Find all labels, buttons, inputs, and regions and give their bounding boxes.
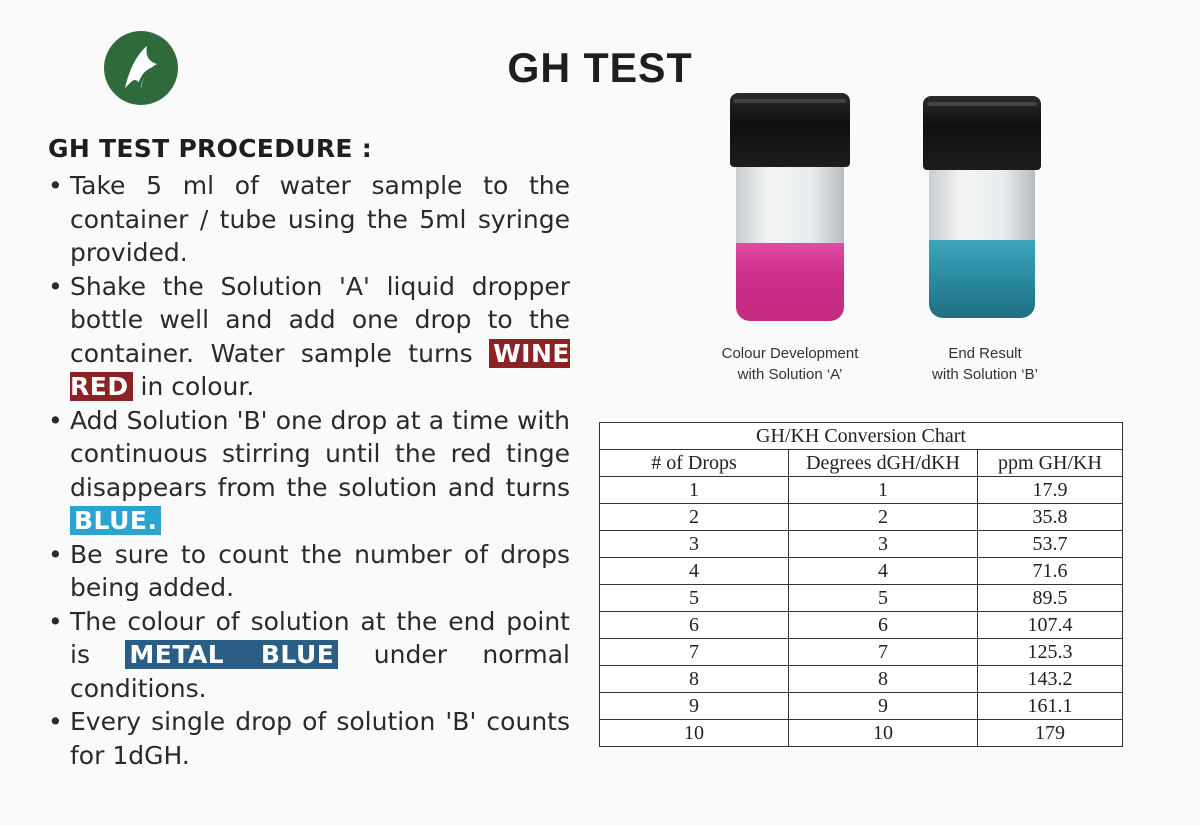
cell: 161.1 <box>978 693 1123 720</box>
cell: 17.9 <box>978 477 1123 504</box>
cell: 89.5 <box>978 585 1123 612</box>
table-row <box>600 585 1123 612</box>
wine-red-highlight: WINE RED <box>70 338 570 401</box>
procedure-steps <box>46 169 570 772</box>
left-vial-caption: Colour Development with Solution ‘A’ <box>721 345 859 383</box>
cell: 35.8 <box>978 504 1123 531</box>
column-header: Degrees dGH/dKH <box>789 450 978 477</box>
cell: 179 <box>978 720 1123 747</box>
step-text: Take 5 ml of water sample to the container / tube using the 5ml syringe provided. <box>70 171 570 267</box>
page-title: GH TEST <box>507 44 693 91</box>
step-item <box>46 404 570 538</box>
table-row <box>600 720 1123 747</box>
table-row <box>600 666 1123 693</box>
table-row <box>600 558 1123 585</box>
cell: 5 <box>789 585 978 612</box>
cell: 125.3 <box>978 639 1123 666</box>
cell: 7 <box>600 639 789 666</box>
step-text: Be sure to count the number of drops being added. <box>70 539 570 602</box>
blue-highlight: BLUE. <box>70 506 161 535</box>
table-row <box>600 531 1123 558</box>
table-row <box>600 693 1123 720</box>
cell: 7 <box>789 639 978 666</box>
step-text: Add Solution 'B' one drop at a time with continuous stirring until the red tinge disappears from the solution and turns <box>70 405 570 502</box>
table-caption: GH/KH Conversion Chart <box>600 423 1123 450</box>
step-text: Every single drop of solution 'B' counts for 1dGH. <box>70 707 570 770</box>
cell: 53.7 <box>978 531 1123 558</box>
cell: 9 <box>789 693 978 720</box>
table-row <box>600 612 1123 639</box>
cell: 1 <box>600 477 789 504</box>
right-vial-caption: End Result with Solution ‘B’ <box>932 345 1038 383</box>
cell: 8 <box>789 666 978 693</box>
step-text: Shake the Solution 'A' liquid dropper bottle well and add one drop to the container. Water sample turns <box>70 271 570 368</box>
step-item <box>46 270 570 404</box>
table-row <box>600 504 1123 531</box>
column-header: ppm GH/KH <box>978 450 1123 477</box>
table-row <box>600 639 1123 666</box>
procedure-heading: GH TEST PROCEDURE : <box>48 134 373 163</box>
cell: 3 <box>600 531 789 558</box>
cell: 10 <box>600 720 789 747</box>
cell: 6 <box>600 612 789 639</box>
cell: 4 <box>789 558 978 585</box>
cell: 9 <box>600 693 789 720</box>
cell: 2 <box>600 504 789 531</box>
step-text: under normal conditions. <box>70 640 570 703</box>
column-header: # of Drops <box>600 450 789 477</box>
cell: 1 <box>789 477 978 504</box>
step-text: The colour of solution at the end point is <box>70 606 570 669</box>
step-item <box>46 705 570 772</box>
cell: 4 <box>600 558 789 585</box>
step-item <box>46 538 570 605</box>
cell: 143.2 <box>978 666 1123 693</box>
step-item <box>46 605 570 706</box>
metal-blue-highlight: METAL BLUE <box>125 640 338 669</box>
conversion-table <box>599 422 1123 747</box>
step-text: in colour. <box>132 372 255 401</box>
cell: 10 <box>789 720 978 747</box>
vial-blue-image <box>923 96 1041 318</box>
vial-pink-image <box>730 93 850 321</box>
table-row <box>600 477 1123 504</box>
step-item <box>46 169 570 270</box>
cell: 8 <box>600 666 789 693</box>
cell: 5 <box>600 585 789 612</box>
cell: 71.6 <box>978 558 1123 585</box>
cell: 6 <box>789 612 978 639</box>
cell: 3 <box>789 531 978 558</box>
cell: 2 <box>789 504 978 531</box>
cell: 107.4 <box>978 612 1123 639</box>
